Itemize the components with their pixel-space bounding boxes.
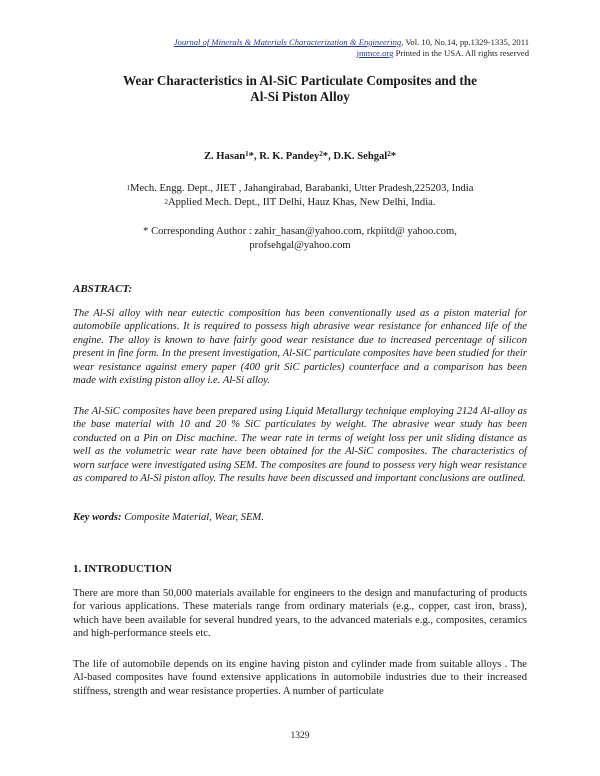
title-line-2: Al-Si Piston Alloy bbox=[250, 89, 350, 104]
title-line-1: Wear Characteristics in Al-SiC Particulate Composites and the bbox=[123, 73, 477, 88]
abstract-heading: ABSTRACT: bbox=[73, 283, 133, 295]
journal-citation: , Vol. 10, No.14, pp.1329-1335, 2011 bbox=[401, 37, 529, 47]
keywords-text: Composite Material, Wear, SEM. bbox=[121, 512, 264, 523]
paper-title bbox=[60, 73, 540, 105]
keywords-label: Key words: bbox=[73, 512, 122, 523]
intro-paragraph-1: There are more than 50,000 materials available for engineers to the design and manufacturing of products for various applications. These materials range from ordinary materials (e.g., copper, cast iron, brass), which have been available for several hundred years, to the advanced materials e.g., composites, ceramics and high-performance steels etc. bbox=[73, 588, 527, 640]
author-3-affil: 2 bbox=[387, 150, 391, 158]
corresponding-line-1: * Corresponding Author : zahir_hasan@yahoo.com, rkpiitd@ yahoo.com, bbox=[143, 226, 457, 237]
keywords bbox=[73, 512, 264, 523]
author-1-mark: *, bbox=[248, 151, 260, 162]
page-number: 1329 bbox=[290, 731, 310, 741]
author-1: Z. Hasan bbox=[203, 151, 246, 162]
journal-citation-line bbox=[174, 37, 529, 48]
abstract-paragraph-2: The Al-SiC composites have been prepared using Liquid Metallurgy technique employing 2124 Al-alloy as the base material with 10 and 20 % SiC particulates by weight. The abrasive wear study has been conducted on a Pin on Disc machine. The wear rate in terms of weight loss per unit sliding distance as well as the volumetric wear rate have been obtained for the Al-SiC composites. The characteristics of worn surface were investigated using SEM. The composites are found to possess very high wear resistance as compared to Al-Si piston alloy. The results have been discussed and important conclusions are outlined. bbox=[73, 406, 527, 485]
affiliations bbox=[60, 182, 540, 210]
corresponding-line-2: profsehgal@yahoo.com bbox=[249, 240, 351, 251]
affiliation-2 bbox=[60, 196, 540, 210]
intro-paragraph-2: The life of automobile depends on its engine having piston and cylinder made from suitable alloys . The Al-based composites have found extensive applications in automobile industries due to their increased stiffness, strength and wear resistance properties. A number of particulate bbox=[73, 659, 527, 697]
affiliation-1-sup: 1 bbox=[126, 184, 131, 192]
author-2-mark: *, bbox=[322, 151, 334, 162]
corresponding-author bbox=[60, 225, 540, 253]
author-1-affil: 1 bbox=[245, 150, 249, 158]
affiliation-1-text: Mech. Engg. Dept., JIET , Jahangirabad, Barabanki, Utter Pradesh,225203, India bbox=[130, 183, 474, 194]
affiliation-2-sup: 2 bbox=[164, 198, 168, 206]
journal-rights-line bbox=[174, 48, 529, 59]
affiliation-1 bbox=[60, 182, 540, 196]
introduction-heading: 1. INTRODUCTION bbox=[73, 563, 173, 575]
abstract-paragraph-1: The Al-Si alloy with near eutectic composition has been conventionally used as a piston material for automobile applications. It is required to possess high abrasive wear resistance for enhanced life of the engine. The alloy is known to have fairly good wear resistance due to increased percentage of silicon present in fine form. In the present investigation, Al-SiC particulate composites have been studied for their wear resistance against emery paper (400 grit SiC particles) counterface and a comparison has been made with existing piston alloy i.e. Al-Si alloy. bbox=[73, 308, 527, 387]
author-2-affil: 2 bbox=[319, 150, 323, 158]
author-3-mark: * bbox=[390, 151, 397, 162]
journal-name-link[interactable]: Journal of Minerals & Materials Characterization & Engineering bbox=[173, 37, 402, 47]
author-3: D.K. Sehgal bbox=[333, 151, 388, 162]
journal-header bbox=[174, 37, 529, 59]
author-2: R. K. Pandey bbox=[259, 151, 320, 162]
rights-text: Printed in the USA. All rights reserved bbox=[393, 48, 529, 58]
author-list bbox=[60, 151, 540, 162]
affiliation-2-text: Applied Mech. Dept., IIT Delhi, Hauz Khas, New Delhi, India. bbox=[167, 197, 436, 208]
journal-site-link[interactable]: jmmce.org bbox=[356, 48, 394, 58]
